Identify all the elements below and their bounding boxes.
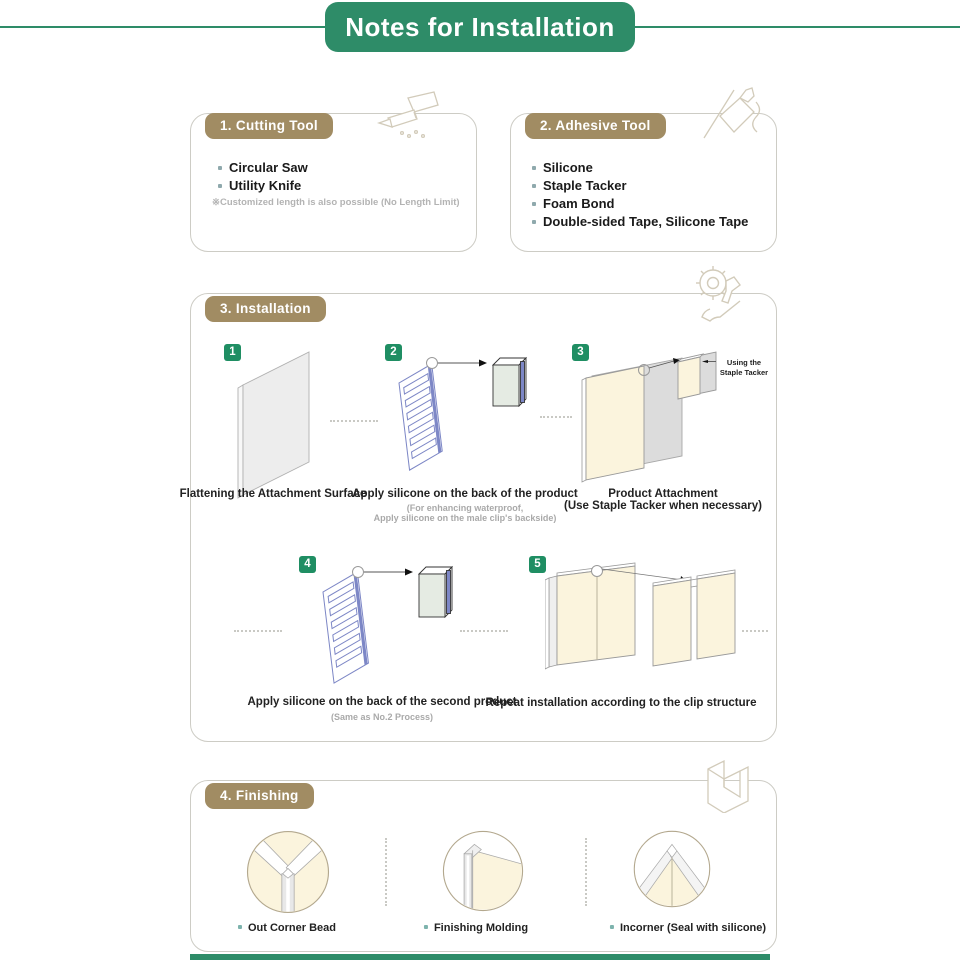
utility-knife-icon: [368, 90, 442, 152]
step4-subcaption: (Same as No.2 Process): [330, 712, 434, 722]
adhesive-tool-heading: 2. Adhesive Tool: [525, 113, 666, 139]
separator-dotted: [540, 416, 572, 418]
step4-diagram: [305, 560, 475, 692]
cutting-tool-heading: 1. Cutting Tool: [205, 113, 333, 139]
cutting-item: Circular Saw: [218, 160, 308, 175]
step-number: 4: [299, 556, 316, 573]
bullet-icon: [532, 184, 536, 188]
separator-dotted: [234, 630, 282, 632]
adhesive-item: Double-sided Tape, Silicone Tape: [532, 214, 748, 229]
corner-molding-icon: [700, 757, 756, 813]
step1-caption: Flattening the Attachment Surface: [179, 488, 367, 500]
step3-annotation: Using the Staple Tacker: [719, 358, 769, 377]
step2-subcaption: Apply silicone on the male clip's backside): [373, 513, 557, 523]
bullet-icon: [424, 925, 428, 929]
step-number: 1: [224, 344, 241, 361]
bullet-icon: [532, 202, 536, 206]
adhesive-item: Staple Tacker: [532, 178, 627, 193]
incorner-diagram: [631, 828, 713, 910]
step2-caption: Apply silicone on the back of the product: [352, 488, 578, 500]
adhesive-item: Foam Bond: [532, 196, 615, 211]
finishing-item: Out Corner Bead: [238, 922, 336, 934]
finishing-item: Incorner (Seal with silicone): [610, 922, 766, 934]
step3-caption: Product Attachment: [608, 488, 718, 500]
cutting-item: Utility Knife: [218, 178, 301, 193]
bullet-icon: [532, 166, 536, 170]
separator-dotted: [330, 420, 378, 422]
out-corner-bead-diagram: [244, 828, 332, 916]
finishing-molding-diagram: [440, 828, 526, 914]
bullet-icon: [238, 925, 242, 929]
step1-diagram: [233, 347, 315, 502]
step5-diagram: [545, 560, 745, 685]
finishing-item: Finishing Molding: [424, 922, 528, 934]
installation-heading: 3. Installation: [205, 296, 326, 322]
page-title: Notes for Installation: [325, 2, 635, 52]
cutting-note: ※Customized length is also possible (No Length Limit): [212, 197, 460, 208]
separator-dotted: [460, 630, 508, 632]
separator-dotted: [385, 838, 387, 906]
step3-diagram: [578, 344, 723, 504]
adhesive-item: Silicone: [532, 160, 593, 175]
step-number: 3: [572, 344, 589, 361]
step-number: 5: [529, 556, 546, 573]
gear-tools-icon: [690, 261, 752, 323]
bullet-icon: [610, 925, 614, 929]
step4-caption: Apply silicone on the back of the second product: [247, 696, 517, 708]
step5-caption: Repeat installation according to the clip structure: [485, 697, 757, 709]
bullet-icon: [218, 184, 222, 188]
bullet-icon: [532, 220, 536, 224]
bullet-icon: [218, 166, 222, 170]
step-number: 2: [385, 344, 402, 361]
silicone-tube-icon: [698, 86, 766, 150]
footer-bar: [190, 954, 770, 960]
step3-caption2: (Use Staple Tacker when necessary): [564, 500, 762, 512]
separator-dotted: [742, 630, 768, 632]
step2-subcaption: (For enhancing waterproof,: [406, 503, 524, 513]
step2-diagram: [383, 353, 543, 481]
separator-dotted: [585, 838, 587, 906]
finishing-heading: 4. Finishing: [205, 783, 314, 809]
